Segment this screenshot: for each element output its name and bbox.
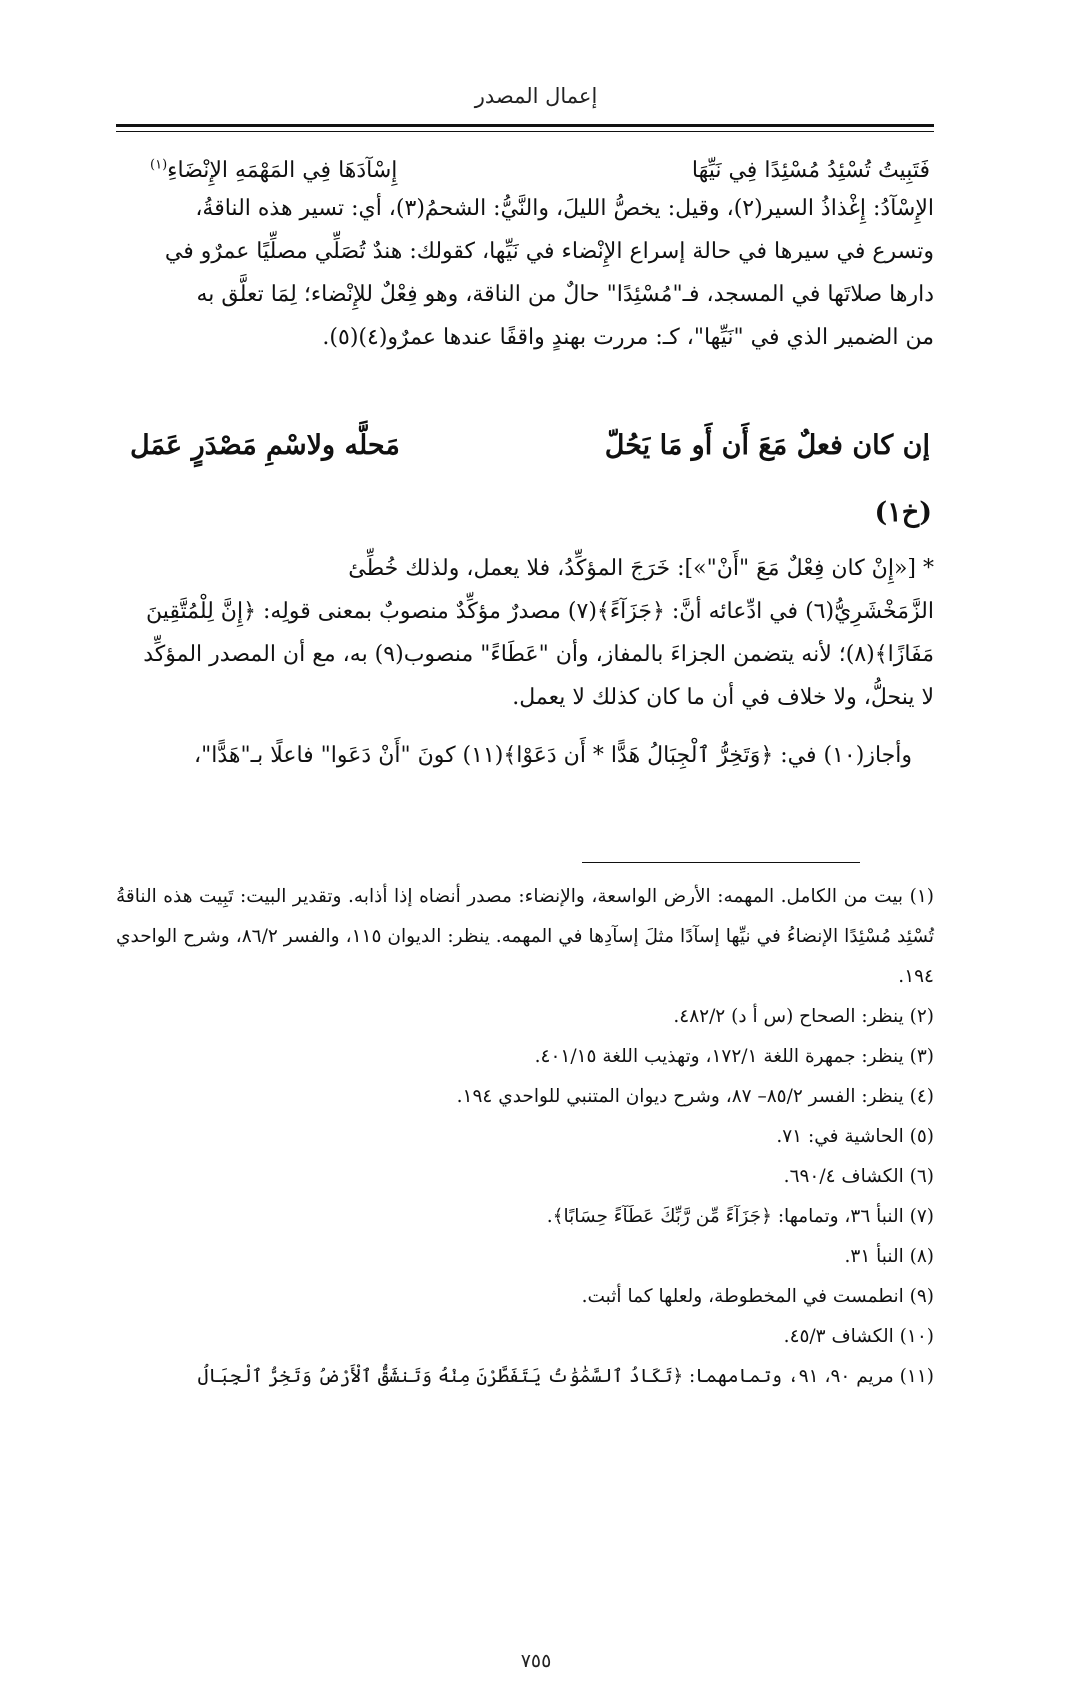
footnote: (١١) مريم ٩٠، ٩١، وتمامهما: ﴿تَكَادُ ٱلسَّمَٰوَٰتُ يَتَفَطَّرْنَ مِنْهُ وَتَنشَقُّ ٱلْأَرْضُ وَتَخِرُّ ٱلْجِبَالُ: [197, 1366, 934, 1387]
commentary-line: * [«إِنْ كان فِعْلٌ مَعَ "أَنْ"»]: خَرَجَ المؤكِّدُ، فلا يعمل، ولذلك خُطِّئ: [348, 556, 934, 581]
gloss-line: وتسرع في سيرها في حالة إسراع الإِنْضاء في نَيِّها، كقولك: هندٌ تُصَلِّي مصلِّيًا عمرٌو في: [164, 239, 934, 264]
footnote: (٤) ينظر: الفسر ٨٥/٢– ٨٧، وشرح ديوان المتنبي للواحدي ١٩٤.: [456, 1086, 934, 1107]
alfiya-first-hemistich: إن كان فعلٌ مَعَ أَن أَو مَا يَحُلّ: [604, 430, 930, 461]
footnote: (٦) الكشاف ٦٩٠/٤.: [783, 1166, 934, 1187]
verse-first-hemistich: [692, 158, 930, 183]
footnote: (٧) النبأ ٣٦، وتمامها: ﴿جَزَآءً مِّن رَّبِّكَ عَطَآءً حِسَابًا﴾.: [546, 1206, 934, 1227]
gloss-line: الإِسْآدُ: إِغْذاذُ السير(٢)، وقيل: يخصُّ الليلَ، والنَّيُّ: الشحمُ(٣)، أي: تسير هذه الناقةُ،: [195, 196, 934, 221]
footnote-separator: [582, 862, 860, 863]
poetry-verse: [150, 152, 930, 196]
commentary-line: وأجاز(١٠) في: ﴿وَتَخِرُّ ٱلْجِبَالُ هَدًّا * أَن دَعَوْا﴾(١١) كونَ "أَنْ دَعَوا" فاعلًا بـ"هَدًّا"،: [194, 743, 912, 768]
verse-second-text: إِسْآدَهَا فِي المَهْمَهِ الإِنْضَاءِ: [167, 158, 398, 183]
commentary-line: لا ينحلُّ، ولا خلاف في أن ما كان كذلك لا يعمل.: [512, 685, 934, 710]
alfiya-verse: [130, 430, 930, 490]
footnote: (٥) الحاشية في: ٧١.: [776, 1126, 934, 1147]
verse-first-text: فَتَبِيتُ تُسْئِدُ مُسْئِدًا فِي نَيِّهَا: [691, 158, 930, 183]
footnote: (١٠) الكشاف ٤٥/٣.: [783, 1326, 934, 1347]
footnote: (٨) النبأ ٣١.: [844, 1246, 934, 1267]
alfiya-verse-tag: (خ١): [874, 497, 932, 528]
footnotes: [116, 877, 934, 1397]
gloss-line: دارها صلاتَها في المسجد، فـ"مُسْئِدًا" حالٌ من الناقة، وهو فِعْلٌ للإِنْضاء؛ لِمَا تعلَّق به: [196, 282, 934, 307]
running-header: إعمال المصدر: [474, 84, 598, 108]
verse-second-hemistich: [150, 158, 397, 183]
alfiya-second-hemistich: مَحلَّه ولاسْمِ مَصْدَرٍ عَمَل: [130, 430, 400, 461]
header-rule-thick: [116, 124, 934, 127]
verse-note-ref: (١): [150, 157, 168, 173]
footnote: (٩) انطمست في المخطوطة، ولعلها كما أثبت.: [581, 1286, 934, 1307]
header-rule-thin: [116, 131, 934, 132]
footnote: (١) بيت من الكامل. المهمه: الأرض الواسعة، والإنضاء: مصدر أنضاه إذا أذابه. وتقدير البيت: تَبِيت هذه الناقةُ تُسْئِد مُسْئِدًا الإنضاءُ في نيِّها إسآدًا مثلَ إسآدِها في المهمه. ينظر: الديوان ١١٥، والفسر ٨٦/٢، وشرح الواحدي ١٩٤.: [116, 886, 934, 987]
gloss-line: من الضمير الذي في "نَيِّها"، كـ: مررت بهندٍ واقفًا عندها عمرٌو(٤)(٥).: [322, 325, 934, 350]
commentary-line: مَفَازًا﴾(٨)؛ لأنه يتضمن الجزاءَ بالمفاز، وأن "عَطَاءً" منصوب(٩) به، مع أن المصدر المؤكِّد: [143, 642, 934, 667]
commentary-line: الزَّمَخْشَرِيُّ(٦) في ادِّعائه أنَّ: ﴿جَزَآءً﴾(٧) مصدرٌ مؤكِّدٌ منصوبٌ بمعنى قولِه: ﴿إِنَّ لِلْمُتَّقِينَ: [145, 599, 934, 624]
footnote: (٢) ينظر: الصحاح (س أ د) ٤٨٢/٢.: [673, 1006, 934, 1027]
footnote: (٣) ينظر: جمهرة اللغة ١٧٢/١، وتهذيب اللغة ٤٠١/١٥.: [534, 1046, 934, 1067]
page-number: ٧٥٥: [520, 1650, 552, 1672]
